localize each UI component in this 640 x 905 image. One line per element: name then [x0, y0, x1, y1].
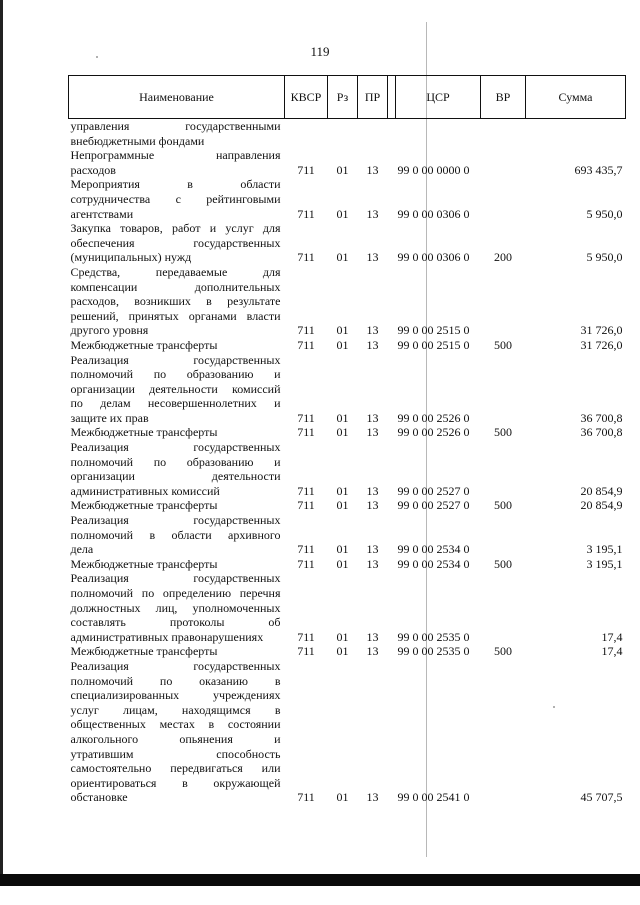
row-vr: 500 [494, 425, 512, 440]
row-name-line: полномочий по оказанию в [70, 673, 281, 688]
row-vr [481, 571, 526, 644]
row-name-line: полномочий по образованию и [70, 367, 281, 382]
row-vr: 500 [494, 644, 512, 659]
table-row [69, 498, 626, 513]
row-name-line: Реализация государственных [70, 440, 281, 455]
row-kvsr: 711 [297, 425, 315, 440]
table-row [69, 338, 626, 353]
row-kvsr: 711 [297, 556, 315, 571]
row-kvsr: 711 [297, 542, 315, 557]
row-name-line: Межбюджетные трансферты [70, 644, 218, 659]
row-vr [481, 440, 526, 498]
row-name-line: дела [70, 542, 94, 557]
row-spacer [388, 119, 396, 149]
row-name-line: самостоятельно передвигаться или [70, 761, 281, 776]
table-row [69, 265, 626, 338]
row-kvsr [285, 119, 328, 149]
row-spacer [388, 557, 396, 572]
row-name-line: организации деятельности [70, 469, 281, 484]
row-pr: 13 [366, 410, 379, 425]
row-name-line: полномочий в области архивного [70, 527, 281, 542]
row-csr: 99 0 00 2527 0 [397, 498, 470, 513]
row-kvsr: 711 [297, 250, 315, 265]
row-name [69, 644, 285, 659]
row-name [69, 148, 285, 177]
table-row [69, 148, 626, 177]
row-name [69, 498, 285, 513]
row-name-line: Реализация государственных [70, 658, 281, 673]
row-name [69, 513, 285, 557]
row-name [69, 440, 285, 498]
row-name-line: обстановке [70, 790, 128, 805]
row-sum: 20 854,9 [580, 498, 623, 513]
row-name [69, 425, 285, 440]
row-name-line: составлять протоколы об [70, 615, 281, 630]
row-pr: 13 [366, 498, 379, 513]
row-name-line: Межбюджетные трансферты [70, 337, 218, 352]
row-vr [481, 177, 526, 221]
row-kvsr: 711 [297, 483, 315, 498]
row-pr: 13 [366, 542, 379, 557]
row-spacer [388, 513, 396, 557]
row-vr: 200 [494, 250, 512, 265]
row-rz [328, 119, 358, 149]
row-vr [481, 659, 526, 805]
row-rz: 01 [336, 410, 349, 425]
row-name [69, 557, 285, 572]
row-pr: 13 [366, 162, 379, 177]
row-sum: 5 950,0 [586, 206, 623, 221]
row-name-line: Реализация государственных [70, 571, 281, 586]
row-csr: 99 0 00 2534 0 [397, 556, 470, 571]
row-name-line: Непрограммные направления [70, 148, 281, 163]
row-name [69, 353, 285, 426]
row-rz: 01 [336, 629, 349, 644]
table-body [69, 119, 626, 805]
table-row [69, 177, 626, 221]
row-csr: 99 0 00 0306 0 [397, 250, 470, 265]
row-pr: 13 [366, 337, 379, 352]
row-csr: 99 0 00 2535 0 [397, 629, 470, 644]
row-rz: 01 [336, 542, 349, 557]
table-row [69, 571, 626, 644]
row-pr: 13 [366, 250, 379, 265]
row-name-line: расходов, возникших в результате [70, 294, 281, 309]
row-csr: 99 0 00 2515 0 [397, 323, 470, 338]
table-row [69, 659, 626, 805]
row-name-line: Межбюджетные трансферты [70, 556, 218, 571]
row-name-line: компенсации дополнительных [70, 279, 281, 294]
row-rz: 01 [336, 206, 349, 221]
row-name [69, 571, 285, 644]
row-csr: 99 0 00 2535 0 [397, 644, 470, 659]
row-spacer [388, 221, 396, 265]
row-name-line: расходов [70, 162, 116, 177]
table-row [69, 440, 626, 498]
scan-bottom-edge [0, 874, 640, 886]
row-pr: 13 [366, 483, 379, 498]
row-csr [396, 119, 481, 149]
row-sum: 17,4 [601, 629, 623, 644]
row-kvsr: 711 [297, 498, 315, 513]
row-name [69, 265, 285, 338]
table-row [69, 513, 626, 557]
row-kvsr: 711 [297, 644, 315, 659]
row-vr: 500 [494, 337, 512, 352]
table-row [69, 221, 626, 265]
row-name-line: (муниципальных) нужд [70, 250, 192, 265]
header-spacer [388, 76, 396, 119]
row-pr: 13 [366, 629, 379, 644]
row-name-line: Межбюджетные трансферты [70, 425, 218, 440]
row-sum: 36 700,8 [580, 425, 623, 440]
row-csr: 99 0 00 2515 0 [397, 337, 470, 352]
row-name-line: ориентироваться в окружающей [70, 775, 281, 790]
row-spacer [388, 265, 396, 338]
row-vr [481, 148, 526, 177]
header-rz: Рз [328, 76, 358, 119]
row-rz: 01 [336, 644, 349, 659]
scan-left-edge [0, 0, 3, 886]
row-name-line: утратившим способность [70, 746, 281, 761]
header-csr: ЦСР [396, 76, 481, 119]
row-sum: 20 854,9 [580, 483, 623, 498]
row-pr: 13 [366, 323, 379, 338]
row-spacer [388, 440, 396, 498]
page-number: 119 [310, 44, 330, 59]
row-kvsr: 711 [297, 206, 315, 221]
row-name-line: агентствами [70, 206, 134, 221]
row-name-line: Мероприятия в области [70, 177, 281, 192]
row-name-line: Реализация государственных [70, 513, 281, 528]
row-vr [481, 513, 526, 557]
row-name-line: общественных местах в состоянии [70, 717, 281, 732]
row-csr: 99 0 00 2527 0 [397, 483, 470, 498]
row-vr [481, 265, 526, 338]
row-kvsr: 711 [297, 790, 315, 805]
row-pr: 13 [366, 644, 379, 659]
row-csr: 99 0 00 0306 0 [397, 206, 470, 221]
table-header-row [69, 76, 626, 119]
row-name [69, 338, 285, 353]
row-vr: 500 [494, 556, 512, 571]
row-name-line: организации деятельности комиссий [70, 381, 281, 396]
row-sum: 3 195,1 [586, 542, 623, 557]
row-kvsr: 711 [297, 410, 315, 425]
row-name [69, 177, 285, 221]
row-name [69, 119, 285, 149]
row-vr: 500 [494, 498, 512, 513]
header-name: Наименование [69, 76, 285, 119]
row-pr: 13 [366, 206, 379, 221]
row-vr [481, 353, 526, 426]
row-kvsr: 711 [297, 323, 315, 338]
header-kvsr: КВСР [285, 76, 328, 119]
row-name-line: решений, принятых органами власти [70, 308, 281, 323]
row-csr: 99 0 00 2534 0 [397, 542, 470, 557]
row-name-line: административных комиссий [70, 483, 220, 498]
budget-table [68, 75, 626, 805]
row-name-line: Реализация государственных [70, 352, 281, 367]
row-name-line: Средства, передаваемые для [70, 264, 281, 279]
row-kvsr: 711 [297, 162, 315, 177]
row-pr: 13 [366, 790, 379, 805]
row-sum: 36 700,8 [580, 410, 623, 425]
row-rz: 01 [336, 483, 349, 498]
row-name-line: защите их прав [70, 410, 149, 425]
row-name [69, 221, 285, 265]
row-rz: 01 [336, 162, 349, 177]
row-name-line: специализированных учреждениях [70, 688, 281, 703]
row-name-line: по делам несовершеннолетних и [70, 396, 281, 411]
row-name-line: обеспечения государственных [70, 235, 281, 250]
row-sum: 5 950,0 [586, 250, 623, 265]
row-spacer [388, 425, 396, 440]
row-spacer [388, 148, 396, 177]
row-vr [481, 119, 526, 149]
row-sum: 31 726,0 [580, 337, 623, 352]
header-sum: Сумма [526, 76, 626, 119]
row-name-line: услуг лицам, находящимся в [70, 702, 281, 717]
row-pr: 13 [366, 425, 379, 440]
row-name [69, 659, 285, 805]
row-spacer [388, 338, 396, 353]
row-sum: 17,4 [601, 644, 623, 659]
row-sum: 693 435,7 [574, 162, 623, 177]
row-name-line: административных правонарушениях [70, 629, 264, 644]
row-spacer [388, 498, 396, 513]
row-sum: 3 195,1 [586, 556, 623, 571]
row-rz: 01 [336, 790, 349, 805]
row-name-line: внебюджетными фондами [70, 133, 205, 148]
row-name-line: другого уровня [70, 323, 149, 338]
row-pr [358, 119, 388, 149]
table-row [69, 644, 626, 659]
row-name-line: Закупка товаров, работ и услуг для [70, 221, 281, 236]
row-name-line: управления государственными [70, 119, 281, 133]
row-rz: 01 [336, 556, 349, 571]
row-rz: 01 [336, 337, 349, 352]
row-rz: 01 [336, 323, 349, 338]
table-row [69, 557, 626, 572]
row-name-line: должностных лиц, уполномоченных [70, 600, 281, 615]
row-csr: 99 0 00 0000 0 [397, 162, 470, 177]
row-csr: 99 0 00 2526 0 [397, 410, 470, 425]
row-name-line: сотрудничества с рейтинговыми [70, 191, 281, 206]
table-row [69, 425, 626, 440]
row-csr: 99 0 00 2541 0 [397, 790, 470, 805]
row-spacer [388, 353, 396, 426]
row-spacer [388, 644, 396, 659]
header-pr: ПР [358, 76, 388, 119]
row-kvsr: 711 [297, 337, 315, 352]
row-rz: 01 [336, 425, 349, 440]
row-name-line: полномочий по определению перечня [70, 586, 281, 600]
row-spacer [388, 177, 396, 221]
row-rz: 01 [336, 250, 349, 265]
row-rz: 01 [336, 498, 349, 513]
table-row [69, 353, 626, 426]
table-row [69, 119, 626, 149]
header-vr: ВР [481, 76, 526, 119]
row-spacer [388, 571, 396, 644]
row-name-line: полномочий по образованию и [70, 454, 281, 469]
row-sum: 31 726,0 [580, 323, 623, 338]
row-sum: 45 707,5 [580, 790, 623, 805]
row-kvsr: 711 [297, 629, 315, 644]
row-name-line: Межбюджетные трансферты [70, 498, 218, 513]
row-spacer [388, 659, 396, 805]
row-pr: 13 [366, 556, 379, 571]
row-name-line: алкогольного опьянения и [70, 731, 281, 746]
row-csr: 99 0 00 2526 0 [397, 425, 470, 440]
row-sum [526, 119, 626, 149]
